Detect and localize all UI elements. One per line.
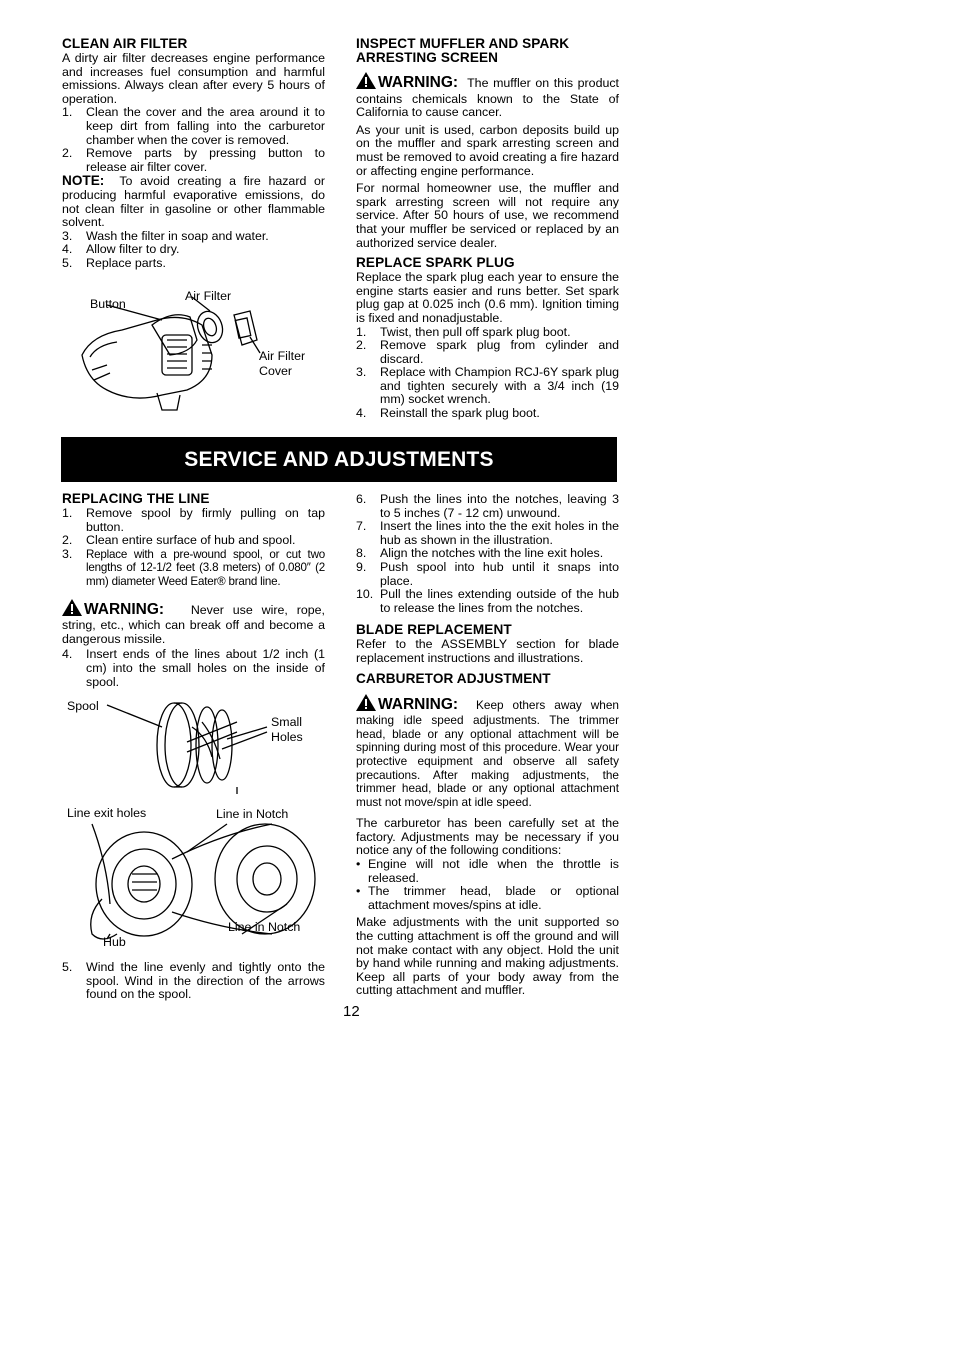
- list-item: 2. Clean entire surface of hub and spool.: [62, 533, 296, 548]
- list-item: 1. Clean the cover and the area around it to keep dirt from falling into the carburetor chamber when the cover is removed.: [62, 105, 325, 147]
- replacing-line-steps-cont: [356, 493, 619, 615]
- clean-air-filter-section: [62, 37, 325, 271]
- label-air-filter: Air Filter: [185, 289, 232, 303]
- label-small-holes-2: Holes: [271, 730, 303, 744]
- list-item: 4. Allow filter to dry.: [62, 242, 180, 257]
- clean-air-filter-intro: A dirty air filter decreases engine performance and increases fuel consumption and harmful emissions. Always clean after every 5 hours of operation.: [62, 51, 325, 106]
- warning-text: Never use wire, rope, string, etc., which can break off and become a dangerous missile.: [62, 602, 326, 646]
- clean-air-filter-heading: CLEAN AIR FILTER: [62, 36, 188, 51]
- replacing-line-steps: [62, 507, 325, 589]
- list-item: 4. Reinstall the spark plug boot.: [356, 406, 540, 421]
- muffler-paragraph-1: As your unit is used, carbon deposits build up on the muffler and spark arresting screen and must be removed to avoid creating a fire hazard or affecting engine performance.: [356, 122, 619, 178]
- note-paragraph: [62, 174, 325, 229]
- carburetor-conditions: [356, 858, 619, 912]
- page-number: 12: [343, 1003, 360, 1020]
- warning-triangle-icon: [356, 694, 376, 715]
- list-item: 5. Wind the line evenly and tightly onto the spool. Wind in the direction of the arrows found on the spool.: [62, 960, 325, 1002]
- muffler-heading-line-1: INSPECT MUFFLER AND SPARK: [356, 36, 570, 51]
- warning-label: WARNING:: [378, 74, 459, 91]
- muffler-paragraph-2: For normal homeowner use, the muffler and spark arresting screen will not require any service. After 50 hours of use, we recommend that your muffler be serviced or replaced by an authorized service dealer.: [356, 181, 619, 250]
- label-line-in-notch-bottom: Line in Notch: [228, 920, 301, 934]
- warning-label: WARNING:: [84, 600, 165, 618]
- label-line-exit-holes: Line exit holes: [67, 806, 147, 820]
- spool-drawing-icon: [62, 697, 332, 797]
- label-air-filter-cover-2: Cover: [259, 364, 293, 378]
- list-item: 3. Replace with a pre-wound spool, or cut two lengths of 12-1/2 feet (3.8 meters) of 0.080″ (2 mm) diameter Weed Eater® brand line.: [62, 546, 325, 588]
- section-banner: SERVICE AND ADJUSTMENTS: [61, 437, 617, 482]
- replacing-line-steps-3: [62, 961, 325, 1002]
- note-text: To avoid creating a fire hazard or producing harmful evaporative emissions, do not clean filter in gasoline or other flammable solvent.: [62, 174, 325, 230]
- spark-plug-heading: REPLACE SPARK PLUG: [356, 255, 515, 271]
- list-item: 2. Remove parts by pressing button to release air filter cover.: [62, 146, 325, 174]
- list-item: 9. Push spool into hub until it snaps into place.: [356, 559, 619, 588]
- carburetor-warning: [356, 694, 619, 810]
- note-label: NOTE:: [62, 173, 105, 189]
- list-item: 1. Twist, then pull off spark plug boot.: [356, 324, 571, 339]
- label-spool: Spool: [67, 699, 99, 713]
- label-button: Button: [90, 297, 126, 311]
- clean-air-filter-steps: [62, 106, 325, 174]
- list-item: 5. Replace parts.: [62, 255, 166, 270]
- replacing-line-steps-2: [62, 648, 325, 689]
- replacing-line-step-5: [62, 961, 325, 1002]
- warning-label: WARNING:: [378, 695, 459, 713]
- spool-illustration: [62, 697, 332, 797]
- label-hub: Hub: [103, 935, 126, 949]
- blade-replacement-heading: BLADE REPLACEMENT: [356, 622, 512, 638]
- list-item: 8. Align the notches with the line exit holes.: [356, 546, 604, 561]
- clean-air-filter-steps-2: [62, 230, 325, 271]
- carburetor-heading: CARBURETOR ADJUSTMENT: [356, 670, 551, 686]
- label-line-in-notch-top: Line in Notch: [216, 807, 289, 821]
- replacing-line-section: [62, 492, 325, 689]
- list-item: 10. Pull the lines extending outside of the hub to release the lines from the notches.: [356, 587, 619, 615]
- list-item: 1. Remove spool by firmly pulling on tap button.: [62, 506, 325, 534]
- spark-plug-intro: Replace the spark plug each year to ensure the engine starts easier and runs better. Set spark plug gap at 0.025 inch (0.6 mm). Ignition timing is fixed and nonadjustable.: [356, 270, 619, 325]
- air-filter-illustration: [62, 285, 332, 420]
- warning-triangle-icon: [62, 599, 82, 620]
- warning-text: The muffler on this product contains chemicals known to the State of California to cause cancer.: [356, 76, 619, 120]
- list-item: 3. Wash the filter in soap and water.: [62, 228, 269, 243]
- label-air-filter-cover-1: Air Filter: [259, 349, 306, 363]
- muffler-heading-line-2: ARRESTING SCREEN: [356, 50, 499, 65]
- warning-text: Keep others away when making idle speed adjustments. The trimmer head, blade or any optional attachment will be spinning during most of this procedure. Wear your protective equipment and observe all safety precautions. After making adjustments, the trimmer head, blade or any optional attachment must not move/spin at idle speed.: [356, 697, 619, 809]
- hub-illustration: [62, 804, 332, 954]
- carburetor-paragraph-2: Make adjustments with the unit supported so the cutting attachment is off the ground and will not make contact with any object. Hold the unit by hand while running and making adjustments. Keep all parts of your body away from the cutting attachment and muffler.: [356, 915, 619, 998]
- list-item: 6. Push the lines into the notches, leaving 3 to 5 inches (7 - 12 cm) unwound.: [356, 492, 619, 520]
- list-item: 3. Replace with Champion RCJ-6Y spark plug and tighten securely with a 3/4 inch (19 mm) socket wrench.: [356, 365, 619, 407]
- list-item: • Engine will not idle when the throttle is released.: [356, 857, 619, 885]
- list-item: 4. Insert ends of the lines about 1/2 inch (1 cm) into the small holes on the inside of spool.: [62, 647, 325, 689]
- line-warning: [62, 599, 325, 647]
- list-item: 2. Remove spark plug from cylinder and discard.: [356, 338, 619, 366]
- muffler-warning: [356, 72, 619, 120]
- warning-triangle-icon: [356, 72, 376, 93]
- replacing-line-heading: REPLACING THE LINE: [62, 491, 210, 506]
- carburetor-paragraph-1: The carburetor has been carefully set at the factory. Adjustments may be necessary if you notice any of the following conditions:: [356, 816, 619, 858]
- right-column-bottom: [356, 493, 619, 1002]
- list-item: 7. Insert the lines into the the exit holes in the hub as shown in the illustration.: [356, 519, 619, 547]
- label-small-holes-1: Small: [271, 715, 302, 729]
- blade-replacement-text: Refer to the ASSEMBLY section for blade replacement instructions and illustrations.: [356, 637, 619, 665]
- list-item: • The trimmer head, blade or optional attachment moves/spins at idle.: [356, 884, 619, 912]
- spark-plug-steps: [356, 326, 619, 421]
- muffler-section: [356, 37, 619, 421]
